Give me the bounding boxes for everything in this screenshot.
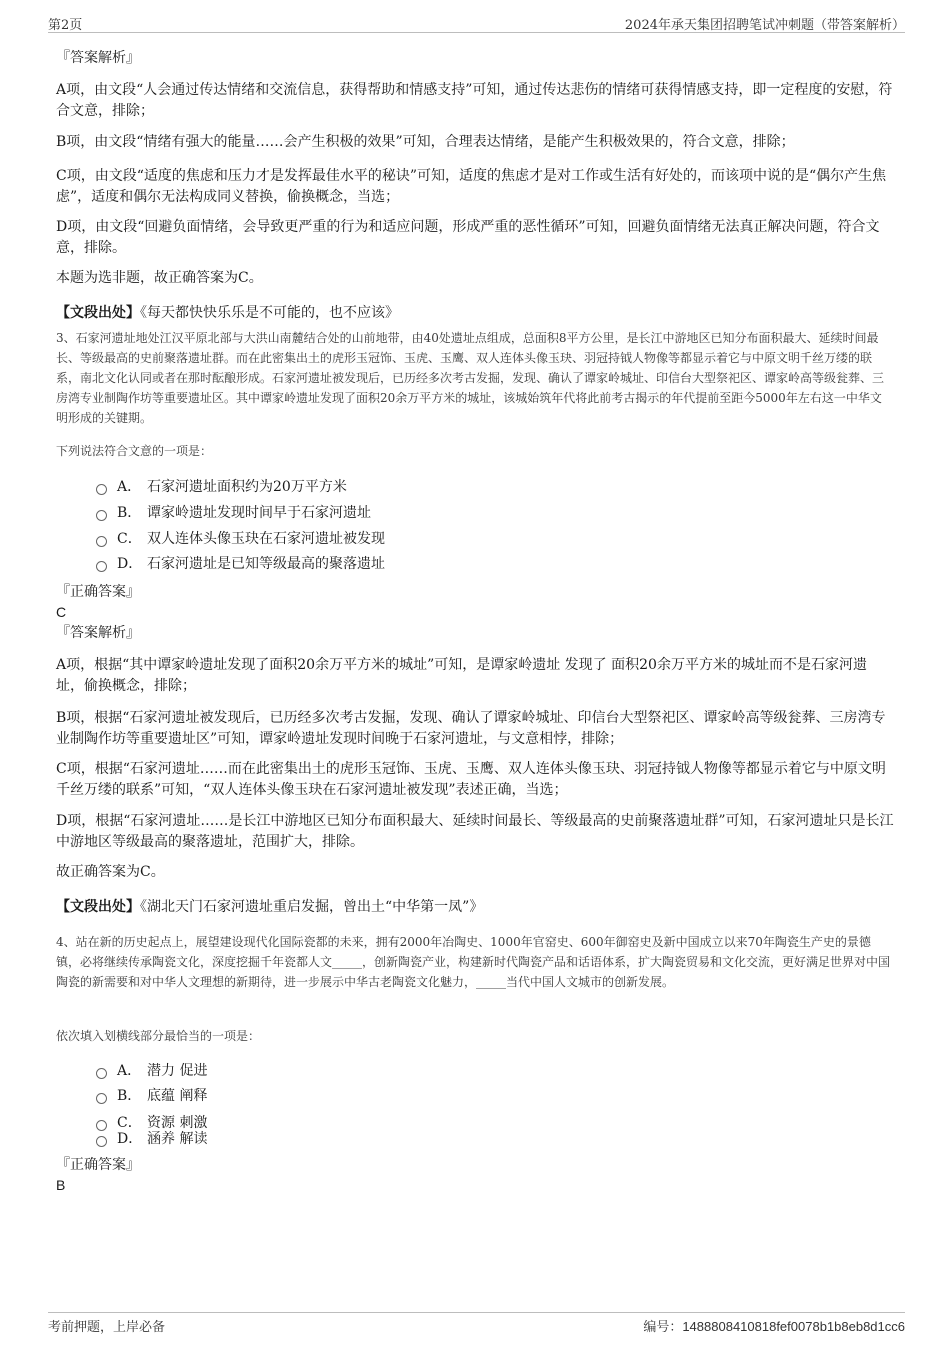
correct-answer: B	[56, 1177, 66, 1193]
source-line	[56, 303, 894, 324]
analysis-option-b: B项，根据“石家河遗址被发现后，已历经多次考古发掘，发现、确认了谭家岭城址、印信台大型祭祀区、谭家岭高等级瓮葬、三房湾专业制陶作坊等重要遗址区”可知，谭家岭遗址发现时间晚于石家河遗址，与文意相悖，排除；	[56, 710, 886, 747]
page-number: 第2页	[48, 18, 83, 33]
analysis-option-c: C项，根据“石家河遗址……而在此密集出土的虎形玉冠饰、玉虎、玉鹰、双人连体头像玉玦、羽冠持钺人物像等都显示着它与中原文明千丝万缕的联系”可知，“双人连体头像玉玦在石家河遗址被发现”表述正确，当选；	[56, 761, 886, 798]
q4-option-a[interactable]: A． 潜力 促进	[96, 1060, 207, 1082]
page-footer	[48, 1312, 905, 1335]
q4-option-b[interactable]: B． 底蕴 阐释	[96, 1085, 207, 1107]
source-text: 《每天都快快乐乐是不可能的，也不应该》	[140, 305, 399, 321]
q3-option-b[interactable]: B． 谭家岭遗址发现时间早于石家河遗址	[96, 502, 371, 524]
radio-icon[interactable]	[96, 1136, 107, 1147]
question-4-passage: 4、站在新的历史起点上，展望建设现代化国际瓷都的未来，拥有2000年冶陶史、1000年官窑史、600年御窑史及新中国成立以来70年陶瓷生产史的景德镇，必将继续传承陶瓷文化，深度挖掘千年瓷都人文_____，创新陶瓷产业，构建新时代陶瓷产品和话语体系，扩大陶瓷贸易和文化交流，更好满足世界对中国陶瓷的新需要和对中华人文理想的新期待，进一步展示中华古老陶瓷文化魅力，_____当代中国人文城市的创新发展。	[56, 935, 891, 989]
q3-option-c[interactable]: C． 双人连体头像玉玦在石家河遗址被发现	[96, 528, 385, 550]
analysis-option-d: D项，由文段“回避负面情绪，会导致更严重的行为和适应问题，形成严重的恶性循环”可知，回避负面情绪无法真正解决问题，符合文意，排除。	[56, 219, 880, 256]
question-4-prompt: 依次填入划横线部分最恰当的一项是：	[56, 1029, 261, 1043]
question-3-prompt: 下列说法符合文意的一项是：	[56, 444, 213, 458]
analysis-option-a: A项，由文段“人会通过传达情绪和交流信息，获得帮助和情感支持”可知，通过传达悲伤的情绪可获得情感支持，即一定程度的安慰，符合文意，排除；	[56, 82, 893, 119]
analysis-heading: 『答案解析』	[56, 625, 140, 641]
analysis-option-a: A项，根据“其中谭家岭遗址发现了面积20余万平方米的城址”可知，是谭家岭遗址 发现了 面积20余万平方米的城址而不是石家河遗址，偷换概念，排除；	[56, 657, 867, 694]
radio-icon[interactable]	[96, 484, 107, 495]
radio-icon[interactable]	[96, 561, 107, 572]
source-label: 【文段出处】	[56, 899, 140, 915]
analysis-option-d: D项，根据“石家河遗址……是长江中游地区已知分布面积最大、延续时间最长、等级最高的史前聚落遗址群”可知，石家河遗址只是长江中游地区等级最高的聚落遗址，范围扩大，排除。	[56, 813, 894, 850]
document-title: 2024年承天集团招聘笔试冲刺题（带答案解析）	[624, 18, 905, 33]
code-label: 编号：	[643, 1320, 683, 1335]
code-value: 1488808410818fef0078b1b8eb8d1cc6	[682, 1319, 905, 1334]
footer-slogan: 考前押题，上岸必备	[48, 1320, 166, 1335]
analysis-option-c: C项，由文段“适度的焦虑和压力才是发挥最佳水平的秘诀”可知，适度的焦虑才是对工作或生活有好处的，而该项中说的是“偶尔产生焦虑”，适度和偶尔无法构成同义替换，偷换概念，当选；	[56, 168, 887, 205]
document-code	[643, 1316, 905, 1335]
radio-icon[interactable]	[96, 536, 107, 547]
analysis-heading: 『答案解析』	[56, 50, 140, 66]
q4-option-c[interactable]: C． 资源 刺激	[96, 1112, 207, 1134]
analysis-option-b: B项，由文段“情绪有强大的能量……会产生积极的效果”可知，合理表达情绪，是能产生积极效果的，符合文意，排除；	[56, 134, 795, 150]
radio-icon[interactable]	[96, 1068, 107, 1079]
correct-answer: C	[56, 604, 67, 620]
question-3-passage: 3、石家河遗址地处江汉平原北部与大洪山南麓结合处的山前地带，由40处遗址点组成，总面积8平方公里，是长江中游地区已知分布面积最大、延续时间最长、等级最高的史前聚落遗址群。而在此密集出土的虎形玉冠饰、玉虎、玉鹰、双人连体头像玉玦、羽冠持钺人物像等都显示着它与中原文明千丝万缕的联系，南北文化认同或者在那时酝酿形成。石家河遗址被发现后，已历经多次考古发掘，发现、确认了谭家岭城址、印信台大型祭祀区、谭家岭高等级瓮葬、三房湾专业制陶作坊等重要遗址区。其中谭家岭遗址发现了面积20余万平方米的城址，该城始筑年代将此前考古揭示的年代提前至距今5000年左右这一中华文明形成的关键期。	[56, 331, 885, 425]
correct-answer-heading: 『正确答案』	[56, 584, 140, 600]
analysis-conclusion: 本题为选非题，故正确答案为C。	[56, 270, 263, 286]
source-line	[56, 897, 894, 918]
source-label: 【文段出处】	[56, 305, 140, 321]
q3-option-d[interactable]: D． 石家河遗址是已知等级最高的聚落遗址	[96, 553, 385, 575]
q4-option-d[interactable]: D． 涵养 解读	[96, 1128, 207, 1150]
radio-icon[interactable]	[96, 510, 107, 521]
analysis-conclusion: 故正确答案为C。	[56, 864, 165, 880]
source-text: 《湖北天门石家河遗址重启发掘，曾出土“中华第一凤”》	[140, 899, 484, 915]
correct-answer-heading: 『正确答案』	[56, 1157, 140, 1173]
radio-icon[interactable]	[96, 1093, 107, 1104]
q3-option-a[interactable]: A． 石家河遗址面积约为20万平方米	[96, 476, 347, 498]
